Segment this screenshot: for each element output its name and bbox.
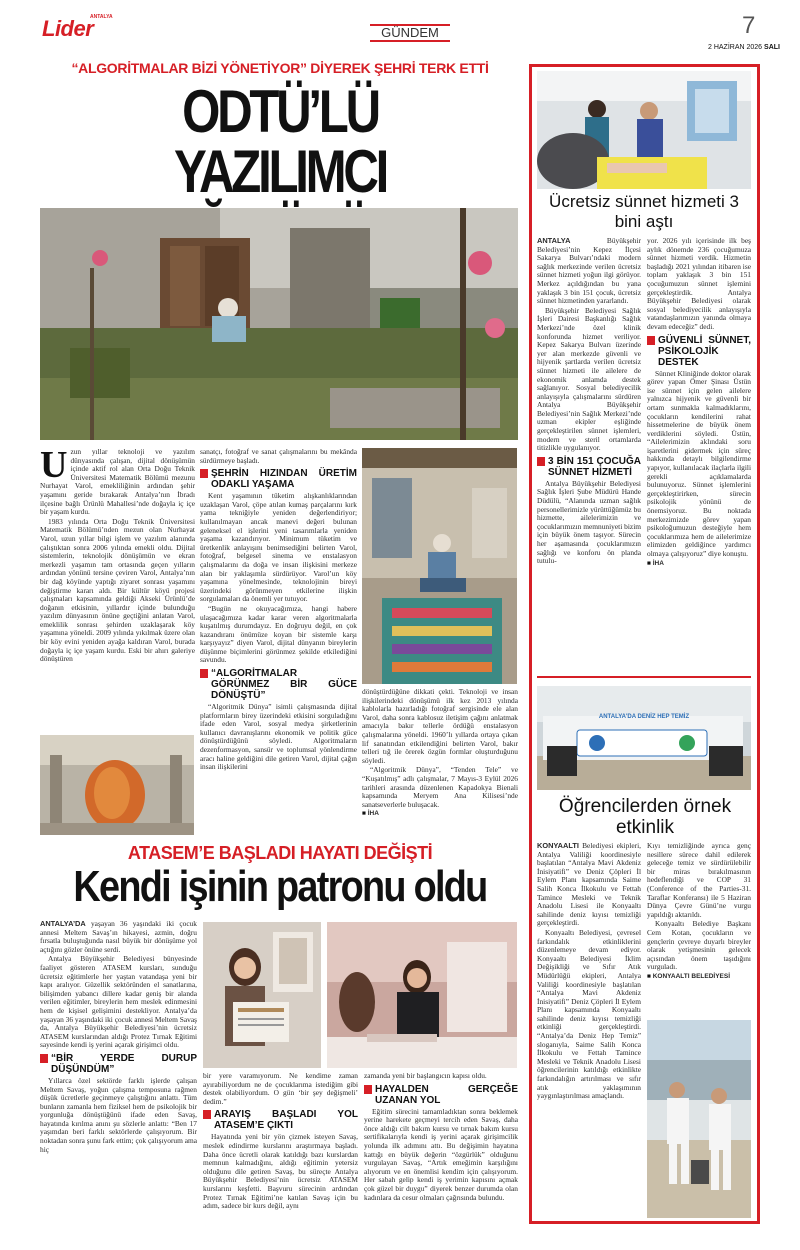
story4-paragraph	[537, 842, 641, 928]
story2-paragraph: Sünnet Kliniğinde doktor olarak görev yapan Ömer Şinası Üstün ise sünnet için gelen ailelere yalnızca hijyenik ve güvenli bir ortam sunmakla kalmadıklarını, çocukların kendilerini rahat hissetmelerine de büyük önem verdiklerini söyledi. Üstün, “Ailelerimizin aklındaki soru işaretlerini gidermek için süreç hakkında detaylı bilgilendirme yapıyor, kullanılacak ilaçlarla ilgili gerekli açıklamalarda bulunuyoruz. Sünnet işlemlerini gerçekleştirirken, sürecin psikolojik yönünü de önemsiyoruz. Bu noktada merkezimizde görev yapan psikoloğumuzun desteğiyle hem çocuklarımıza hem de ailelerimize elimizden geldiğince yardımcı olmaya çalışıyoruz” diye konuştu.	[647, 368, 751, 558]
woman-in-gallery-image	[362, 448, 517, 684]
story3-paragraph: zamanda yeni bir başlangıcın kapısı oldu.	[364, 1072, 487, 1080]
story2-subheading: 3 BİN 151 ÇOCUĞA SÜNNET HİZMETİ	[537, 456, 641, 478]
story1-credit: ■ İHA	[362, 810, 518, 819]
masthead	[40, 12, 780, 51]
story1-paragraph: zun yıllar teknoloji ve yazılım dünyasında çalışan, dijital dönüşümün içinde aktif rol alan Orta Doğu Teknik Üniversitesi Matematik Bölümü mezunu Nurhayat Varol, emekliliğinin ardından şehir yaşamını geride bırakarak Antalya’nın İbradı ilçesine bağlı Ürünlü Mahallesi’nde doğayla iç içe bir yaşam kurdu.	[40, 448, 195, 517]
story2-col1	[537, 237, 641, 637]
story3-kicker: ATASEM’E BAŞLADI HAYATI DEĞİŞTİ	[127, 843, 433, 863]
story4-headline: Öğrencilerden örnek etkinlik	[558, 796, 732, 838]
nail-salon-image	[327, 922, 517, 1068]
story4-paragraph: Kıyı temizliğinde ayrıca genç nesillere sürece dahil edilerek geleceğe temiz ve sürdürülebilir bir miras bırakılmasının hedeflendiği ve COP 31 (Conference of the Parties-31. Taraflar Konferansı) ile 5 Haziran Dünya Çevre Günü’ne vurgu yapıldığı aktarıldı.	[647, 842, 751, 919]
story1-main-photo	[40, 208, 518, 440]
story1-col3	[362, 688, 518, 838]
story3-paragraph: Yıllarca özel sektörde farklı işlerde çalışan Meltem Savaş, yoğun çalışma temposuna rağmen düşük ücretlerle geçinmeye çalıştığını anlattı. Tüm bunların zamanla hem fiziksel hem de psikolojik bir yorgunluğa dönüştüğünü ifade eden Savaş, hayatında kırılma anını şu sözlerle anlattı: “Ben 17 yaşımdan beri farklı sektörlerde çalışıyorum. Bir noktadan sonra şunu fark ettim; çok çalışıyorum ama hiç	[40, 1075, 197, 1154]
story3-paragraph: Eğitim sürecini tamamladıktan sonra beklemek yerine harekete geçmeyi tercih eden Savaş, daha önce aldığı cilt bakım kursu ve tırnak bakım kursu sertifikalarıyla kendi iş yerini açarak girişimcilik yolunda ilk adımını attı. Bu değişimin hayatına kattığı en büyük değerin “özgürlük” olduğunu vurgulayan Savaş, “Artık emeğimin karşılığını alıyorum ve en önemlisi kendim için çalışıyorum. Her sabah gelip kendi iş yerimin kapısını açmak çok güzel bir duygu” diyerek benzer durumda olan kadınlara da cesur olmaları çağrısında bulundu.	[364, 1106, 518, 1202]
story4-credit: ■ KONYAALTI BELEDİYESİ	[647, 973, 751, 982]
story3-paragraph: Hayatında yeni bir yön çizmek isteyen Savaş, meslek edindirme kurslarını araştırmaya başladı. Daha önce ücretli olarak katıldığı bazı kurslardan memnun kalmadığını, aldığı eğitimin yetersiz olduğunu dile getiren Savaş, bu süreçte Antalya Büyükşehir Belediyesi’nin ücretsiz ATASEM kurslarını keşfetti. Başvuru sürecinin ardından Protez Tırnak Eğitimi’ne katılan Savaş için bu adım, sadece bir kurs değil, aynı	[203, 1132, 358, 1211]
story3-paragraph: Antalya Büyükşehir Belediyesi bünyesinde faaliyet gösteren ATASEM kursları, sunduğu ücretsiz eğitimlerle her yaştan vatandaşa yeni bir kapı aralıyor. Güzellik sektöründen el sanatlarına, bilişimden yabancı dillere kadar geniş bir alanda verilen eğitimler, bireylerin hem meslek edinmesini hem de kişisel gelişimini destekliyor. Antalya’da yaşayan 36 yaşındaki iki çocuk annesi Meltem Savaş da, Antalya Büyükşehir Belediyesi’nin ücretsiz ATASEM kurslarından aldığı Protez Tırnak Eğitimi sayesinde kendi iş yerini açarak girişimci oldu.	[40, 954, 197, 1050]
right-column-divider	[537, 676, 751, 678]
story4-cleanup-photo	[647, 1020, 751, 1218]
story2-col2	[647, 237, 751, 637]
story1-paragraph: “Bugün ne okuyacağımıza, hangi habere ulaşacağımıza kadar karar veren algoritmalarla kuşatılmış durumdayız. En doğruyu değil, en çok kazandıranı önümüze koyan bir sistemle karşı karşıyayız” diyen Varol, dijital dünyanın bireylerin düşünme biçimlerini görünmez şekilde etkilediğini savundu.	[200, 603, 357, 665]
story3-subheading: ARAYIŞ BAŞLADI YOL ATASEM’E ÇIKTI	[203, 1109, 358, 1131]
story1-col2	[200, 448, 357, 838]
story2-lead: Büyükşehir Belediyesi’nin Kepez İlçesi Sakarya Bulvarı’ndaki modern sağlık merkezinde verilen ücretsiz sünnet hizmeti yoğun ilgi görüyor. Merkez açıldığından bu yana yaklaşık 3 bin 151 çocuk, ücretsiz sünnet hizmetinden yararlandı.	[537, 237, 641, 306]
story1-dropcap: U	[40, 448, 68, 486]
story4-lead: Belediyesi ekipleri, Antalya Valiliği koordinesiyle başlatılan “Antalya Mavi Akdeniz İnisiyatifi” ve Deniz Çöpleri İl Eylem Planı kapsamında Saime Salih Konca İlkokulu ve Fettah Tamince Mesleki ve Teknik Anadolu Lisesi ile Konyaaltı sahilinde deniz kıyısı temizliği gerçekleştirdi.	[537, 842, 641, 928]
story2-dateline: ANTALYA	[537, 237, 571, 245]
story4-group-photo	[537, 686, 751, 790]
story1-paragraph: Kent yaşamının tüketim alışkanlıklarından uzaklaşan Varol, çöpe atılan kumaş parçalarını kırk yama tekniğiyle yeniden değerlendiriyor; kullanılmayan ancak manevi değeri bulunan geleneksel el işlerini yeni tasarımlarla yeniden yaşama kazandırıyor. Minimum tüketim ve üretkenlik anlayışını benimsediğini belirten Varol, fotoğraf, belgesel sinema ve enstalasyon çalışmalarını da doğa ve insan ilişkisini merkeze alan bir yaklaşımla sürdürüyor. Varol’un köy yaşamına yönelmesinde, teknolojinin bireyi üzerindeki görünmeyen etkilerine ilişkin sorgulamaları da önemli yer tutuyor.	[200, 491, 357, 604]
story1-paragraph: “Algoritmik Dünya” isimli çalışmasında dijital platformların birey üzerindeki etkisini sorguladığını ifade eden Varol, sosyal medya şirketlerinin kullanıcı davranışlarını ekonomik ve politik güce dönüştürdüğünü söyledi. Algoritmaların dezenformasyon, sansür ve toplumsal yönlendirme aracı haline geldiğini dile getiren Varol, dijital çağın insan ilişkilerini	[200, 702, 357, 772]
clinic-image	[537, 71, 751, 189]
story2-credit: ■ İHA	[647, 560, 751, 569]
section-label: GÜNDEM	[370, 24, 450, 42]
story4-dateline: KONYAALTI	[537, 842, 579, 850]
story1-headline-line1: ODTÜ’LÜ YAZILIMCI	[174, 78, 386, 205]
story1-col1	[40, 448, 195, 732]
story4-col1	[537, 842, 641, 1220]
story4-banner-text: ANTALYA'DA DENİZ HEP TEMİZ	[598, 714, 690, 720]
story1-subheading: ŞEHRİN HIZINDAN ÜRETİM ODAKLI YAŞAMA	[200, 468, 357, 490]
issue-date	[680, 44, 780, 51]
date-text: 2 HAZİRAN 2026	[708, 44, 763, 51]
story3-photo-salon	[327, 922, 517, 1068]
story2-paragraph: Büyükşehir Belediyesi Sağlık İşleri Dairesi Başkanlığı Sağlık Merkezi’nde özel klinik konforunda hizmet veriliyor. Kepez Sakarya Bulvarı üzerinde yer alan merkezde güvenli ve hijyenik şartlarda verilen ücretsiz sünnet hizmeti ile ailelere de ekonomik anlamda destek sağlanıyor. Sosyal belediyecilik anlayışıyla çalışmalarını sürdüren Antalya Büyükşehir Belediyesi’nin Sağlık Merkezi’nde uzman ekipler eşliğinde gerçekleştirilen sünnet işlemleri, modern ve steril ortamlarda titizlikle uygulanıyor.	[537, 305, 641, 453]
woman-with-certificate-image	[203, 922, 321, 1068]
logo-text: Lider	[42, 16, 94, 41]
story3-photo-certificate	[203, 922, 321, 1068]
story3-col3	[364, 1072, 518, 1242]
story1-subheading: “ALGORİTMALAR GÖRÜNMEZ BİR GÜCE DÖNÜŞTÜ”	[200, 668, 357, 701]
story1-paragraph: 1983 yılında Orta Doğu Teknik Üniversitesi Matematik Bölümü’nden mezun olan Nurhayat Varol, uzun yıllar bilgi işlem ve yazılım alanında çalıştıktan sonra 2006 yılında emekli oldu. Dijital sistemlerin, teknolojik dönüşümün ve ekran merkezli yaşamın tam ortasında geçen yılların ardından yönünü tersine çeviren Varol, Antalya’nın bir dağ köyünde yaptığı ziyaret sonrası yaşamını değiştirme kararı aldı. Bir kültür köyü projesi çalışmaları kapsamında geldiği Akseki Ürünlü’de doğanın etkisinin, yıllardır içinde bulunduğu yazılım dünyasının önüne geçtiğini anlatan Varol, emeklilik sonrası şehirden uzaklaşarak köy yaşamına yöneldi. 2009 yılında yıkılmak üzere olan bir köy evini yeniden ayağa kaldıran Varol, burada doğayla iç içe yaşam kurdu. Eski bir ahırı galeriye dönüştüren	[40, 516, 195, 664]
story2-subheading: GÜVENLİ SÜNNET, PSİKOLOJİK DESTEK	[647, 335, 751, 368]
story3-subheading: “BİR YERDE DURUP DÜŞÜNDÜM”	[40, 1053, 197, 1075]
story2-paragraph: yor. 2026 yılı içerisinde ilk beş aylık dönemde 236 çocuğumuza sünnet hizmeti verdik. Hizmetin başladığı 2021 yılından itibaren ise toplam yaklaşık 3 bin 151 çocuğumuzun sünnet işlemini gerçekleştirdik. Antalya Büyükşehir Belediyesi olarak sosyal belediyecilik anlayışıyla vatandaşlarımızın yanında olmaya devam edeceğiz” dedi.	[647, 237, 751, 331]
story4-paragraph: Konyaaltı Belediye Başkanı Cem Kotan, çocukların ve gençlerin çevreye duyarlı bireyler olarak yetişmesinin gelecek açısından önem taşıdığını vurguladı.	[647, 919, 751, 972]
story3-paragraph: bir yere varamıyorum. Ne kendime zaman ayırabiliyordum ne de çocuklarıma istediğim gibi destek olabiliyordum. O gün ‘bir şey değişmeli’ dedim.”	[203, 1072, 358, 1106]
story1-sculpture-photo	[40, 735, 194, 835]
story3-col1	[40, 920, 197, 1242]
story2-paragraph	[537, 237, 641, 306]
story1-paragraph: dönüştürdüğüne dikkati çekti. Teknoloji ve insan ilişkilerindeki dönüşümü ilk kez 2013 yılında kablolarla hazırladığı fotoğraf sergisinde ele alan Varol, daha sonra kablosuz iletişim çağını anlatmak amacıyla bakır tellerle ördüğü enstalasyon çalışmalarına yöneldi. 1960’lı yıllarda ortaya çıkan lif sanatından etkilendiğini belirten Varol, bakır telleri tığ ile örerek özgün formlar oluşturduğunu söyledi.	[362, 688, 518, 765]
story3-dateline: ANTALYA’DA	[40, 920, 86, 928]
story4-paragraph: Konyaaltı Belediyesi, çevresel farkındalık etkinliklerini düzenlemeye devam ediyor. Konyaaltı Belediyesi İklim Değişikliği ve Sıfır Atık Müdürlüğü ekipleri, Antalya Valiliği koordinesiyle başlatılan “Antalya Mavi Akdeniz İnisiyatifi” Deniz Çöpleri İl Eylem Planı kapsamında Konyaaltı sahilinde deniz kıyısı temizliği etkinliği gerçekleştirdi. “Antalya’da Deniz Hep Temiz” sloganıyla, Saime Salih Konca İlkokulu ve Fettah Tamince Mesleki ve Teknik Anadolu Lisesi öğrencilerinin katıldığı etkinlikte farkındalığın artırılması ve sıfır atık yaklaşımının yaygınlaştırılması amaçlandı.	[537, 927, 641, 1101]
story1-paragraph: sanatçı, fotoğraf ve sanat çalışmalarını bu mekânda sürdürmeye başladı.	[200, 448, 357, 465]
logo-small: ANTALYA	[90, 14, 113, 20]
day-text: SALI	[764, 44, 780, 51]
village-house-image	[40, 208, 518, 440]
story1-kicker: “ALGORİTMALAR BİZİ YÖNETİYOR” DİYEREK ŞEHRİ TERK ETTİ	[71, 60, 489, 76]
story1-paragraph: “Algoritmik Dünya”, “Tenden Tele” ve “Kuşatılmış” adlı çalışmalar, 7 Mayıs-3 Eylül 2026 tarihleri arasında düzenlenen Kapadokya Bienali kapsamında Meryem Ana Kilisesi’nde sanatseverlerle buluşacak.	[362, 765, 518, 809]
beach-cleanup-image	[647, 1020, 751, 1218]
students-beach-cleanup-image	[537, 686, 751, 790]
story2-photo	[537, 71, 751, 189]
story3-lead: yaşayan 36 yaşındaki iki çocuk annesi Meltem Savaş’ın hikayesi, azmin, doğru fırsatla buluştuğunda nasıl büyük bir dönüşüme yol açtığını gözler önüne serdi.	[40, 920, 197, 954]
story3-headline: Kendi işinin patronu oldu	[73, 862, 487, 911]
story3-subheading: HAYALDEN GERÇEĞE UZANAN YOL	[364, 1084, 518, 1106]
story2-headline: Ücretsiz sünnet hizmeti 3 bini aştı	[549, 192, 739, 231]
story1-portrait-photo	[362, 448, 517, 684]
logo	[42, 14, 113, 42]
story3-col2	[203, 1072, 358, 1242]
copper-sculpture-image	[40, 735, 194, 835]
story2-paragraph: Antalya Büyükşehir Belediyesi Sağlık İşleri Şube Müdürü Hande Düdülü, “Alanında uzman sağlık personellerimizle yürüttüğümüz bu hizmette, ailelerimizin ve çocuklarımızın memnuniyeti bizim için büyük önem taşıyor. Sürecin her aşamasında çocuklarımızın sağlığı ve konforu ön planda tutulu-	[537, 478, 641, 566]
story3-paragraph	[40, 920, 197, 954]
story4-col2	[647, 842, 751, 1014]
page-number: 7	[742, 12, 756, 39]
